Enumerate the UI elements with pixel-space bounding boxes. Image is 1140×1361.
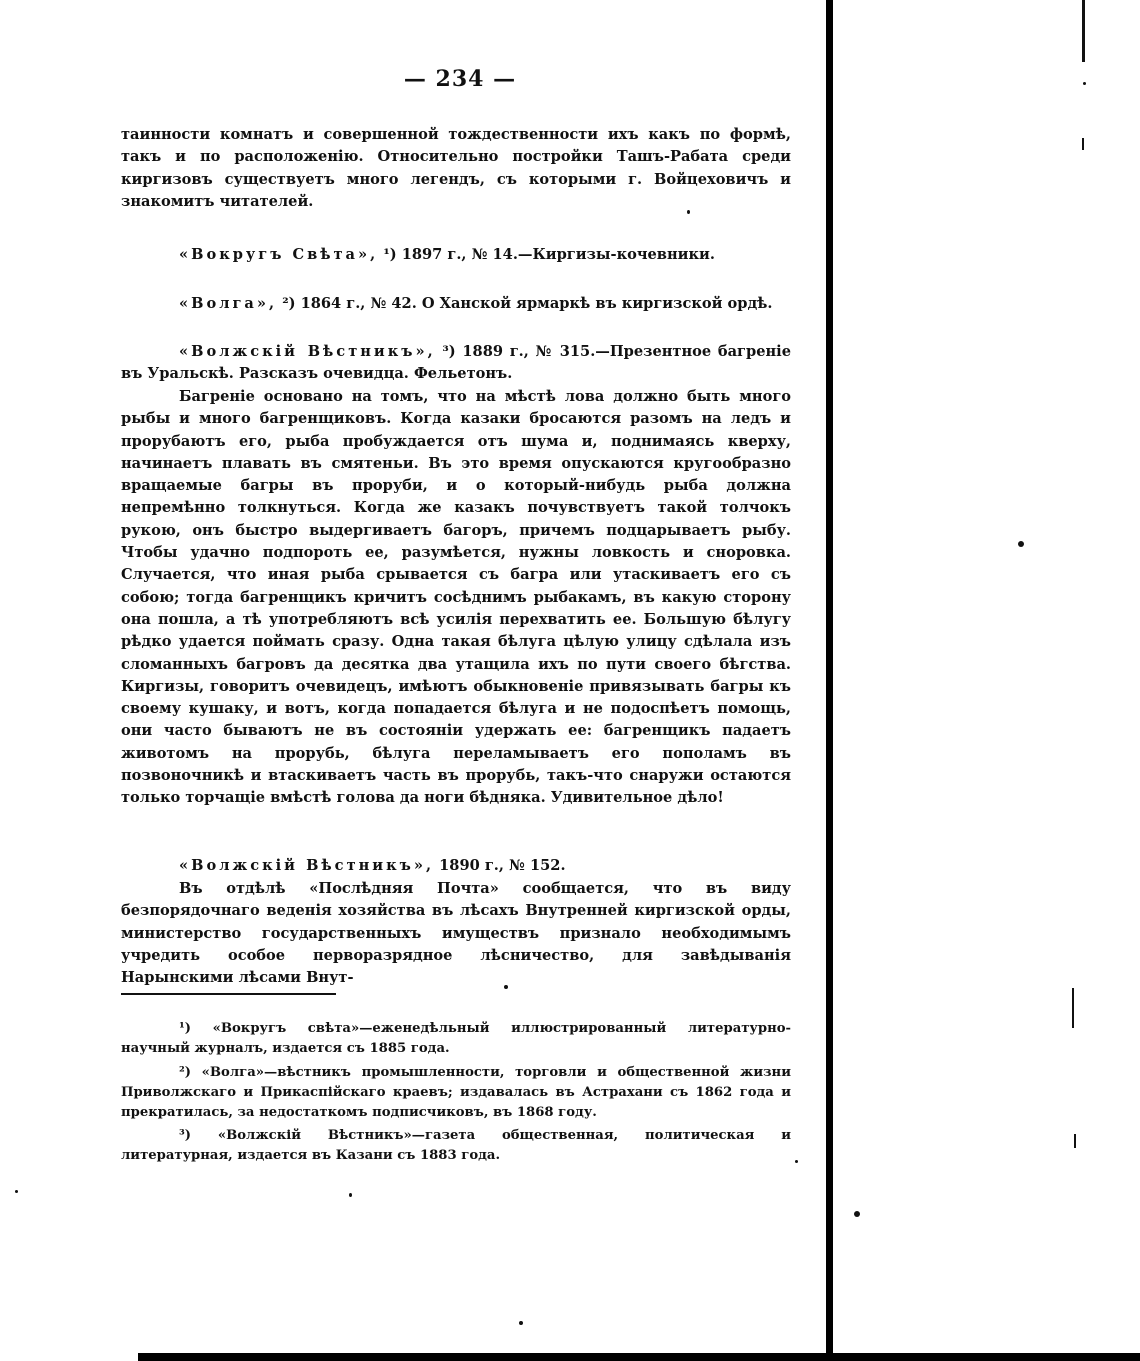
- scan-speck: [854, 1211, 860, 1217]
- entry-vokrug-sveta-rest: ¹) 1897 г., № 14.—Киргизы-кочевники.: [383, 246, 715, 263]
- paragraph-poslednyaya-pochta: Въ отдѣлѣ «Послѣдняя Почта» сообщается, что въ виду безпорядочнаго веденія хозяйства въ лѣсахъ Внутренней киргизской орды, министерство государственныхъ имуществъ признало необходимымъ учредить особое перворазрядное лѣсничество, для завѣдыванія Нарынскими лѣсами Внут-: [121, 880, 791, 987]
- page-edge-horizontal-bar: [138, 1353, 1140, 1361]
- scan-speck: [687, 210, 690, 214]
- entry-volzhsky-1890-rest: 1890 г., № 152.: [439, 857, 566, 874]
- scan-speck: [349, 1193, 352, 1197]
- paragraph-bagrenie: Багреніе основано на томъ, что на мѣстѣ лова должно быть много рыбы и много багренщиковъ. Когда казаки бросаются разомъ на ледъ и прорубаютъ его, рыба пробуждается отъ шума и, поднимаясь кверху, начинаетъ плавать въ смятеньи. Въ это время опускаются кругообразно вращаемые багры въ проруби, и о который-нибудь рыба должна непремѣнно толкнуться. Когда же казакъ почувствуетъ такой толчокъ рукою, онъ быстро выдергиваетъ багоръ, причемъ подцарываетъ рыбу. Чтобы удачно подпороть ее, разумѣется, нужны ловкость и сноровка. Случается, что иная рыба срывается съ багра или утаскиваетъ его съ собою; тогда багренщикъ кричитъ сосѣднимъ рыбакамъ, въ какую сторону она пошла, а тѣ употребляютъ всѣ усилія перехватить ее. Большую бѣлугу рѣдко удается поймать сразу. Одна такая бѣлуга цѣлую улицу сдѣлала изъ сломанныхъ багровъ да десятка два утащила ихъ по пути своего бѣгства. Киргизы, говоритъ очевидецъ, имѣютъ обыкновеніе привязывать багры къ своему кушаку, и вотъ, когда попадается бѣлуга и не подоспѣетъ помощь, они часто бываютъ не въ состояніи удержать ее: багренщикъ падаетъ животомъ на прорубь, бѣлуга переламываетъ его пополамъ въ позвоночникѣ и втаскиваетъ часть въ прорубь, такъ-что снаружи остаются только торчащіе вмѣстѣ голова да ноги бѣдняка. Удивительное дѣло!: [121, 388, 791, 807]
- footnote-3: ³) «Волжскій Вѣстникъ»—газета общественная, политическая и литературная, издается въ Казани съ 1883 года.: [121, 1128, 791, 1163]
- scan-speck: [504, 985, 508, 989]
- entry-volga-rest: ²) 1864 г., № 42. О Ханской ярмаркѣ въ киргизской ордѣ.: [282, 295, 773, 312]
- footnote-1: ¹) «Вокругъ свѣта»—еженедѣльный иллюстрированный литературно-научный журналъ, издается съ 1885 года.: [121, 1021, 791, 1056]
- page-edge-vertical-bar: [826, 0, 833, 1361]
- entry-volga: [121, 293, 791, 315]
- entry-volzhsky-1890-title: «Волжскій Вѣстникъ»,: [179, 857, 435, 874]
- scan-edge-mark: [1074, 1134, 1076, 1148]
- footnote-rule: [121, 993, 336, 995]
- scan-speck: [795, 1160, 798, 1163]
- entry-vokrug-sveta: [121, 244, 791, 266]
- entry-volga-title: «Волга»,: [179, 295, 278, 312]
- scan-speck: [1083, 82, 1086, 85]
- scan-edge-mark: [1082, 0, 1085, 62]
- entry-volzhsky-1890: [121, 855, 791, 877]
- scan-speck: [15, 1190, 18, 1193]
- entry-volzhsky-1889: [121, 341, 791, 386]
- entry-volzhsky-1889-title: «Волжскій Вѣстникъ»,: [179, 343, 436, 360]
- scan-edge-mark: [1072, 988, 1074, 1028]
- footnote-2: ²) «Волга»—вѣстникъ промышленности, торговли и общественной жизни Приволжскаго и Прикаспійскаго краевъ; издавалась въ Астрахани съ 1862 года и прекратилась, за недостаткомъ подписчиковъ, въ 1868 году.: [121, 1065, 791, 1120]
- scan-edge-mark: [1082, 138, 1084, 150]
- entry-volzhsky-1889-rest: ³) 1889 г., № 315.—Презентное багреніе въ Уральскѣ. Разсказъ очевидца. Фельетонъ.: [121, 343, 791, 383]
- entry-vokrug-sveta-title: «Вокругъ Свѣта»,: [179, 246, 379, 263]
- scan-speck: [1018, 541, 1024, 547]
- scan-speck: [519, 1321, 523, 1325]
- page-number: — 234 —: [403, 66, 517, 92]
- paragraph-continuation: таинности комнатъ и совершенной тождественности ихъ какъ по формѣ, такъ и по расположенію. Относительно постройки Ташъ-Рабата среди киргизовъ существуетъ много легендъ, съ которыми г. Войцеховичъ и знакомитъ читателей.: [121, 126, 791, 210]
